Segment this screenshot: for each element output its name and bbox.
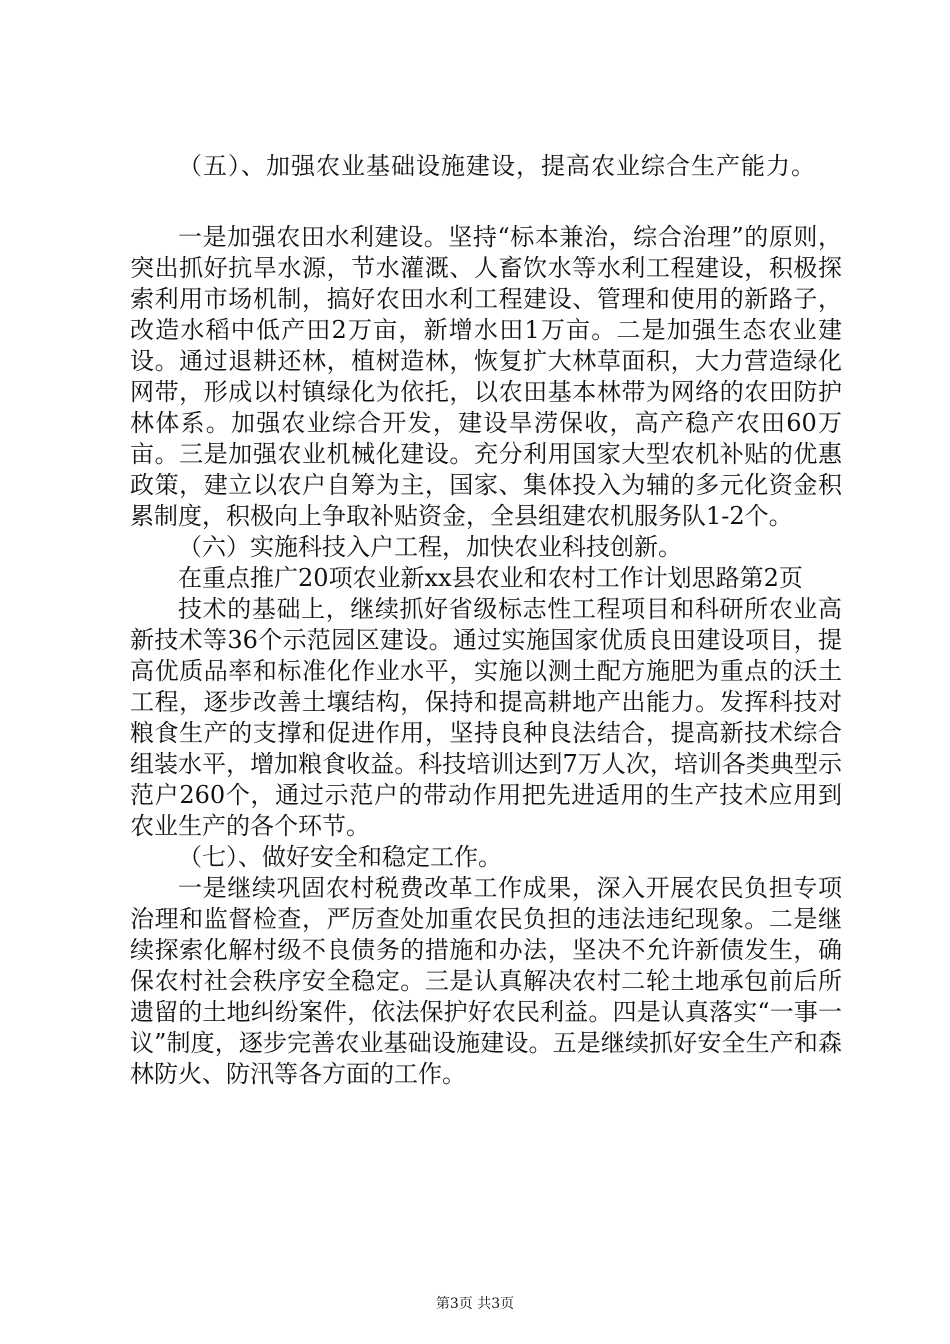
paragraph-tech-intro: 在重点推广20项农业新xx县农业和农村工作计划思路第2页 [178,564,803,592]
section-heading-6: （六）实施科技入户工程，加快农业科技创新。 [178,533,682,561]
paragraph-safety: 一是继续巩固农村税费改革工作成果，深入开展农民负担专项治理和监督检查，严厉查处加重农民负担的违法违纪现象。二是继续探索化解村级不良债务的措施和办法，坚决不允许新债发生，确保农村社会秩序安全稳定。三是认真解决农村二轮土地承包前后所遗留的土地纠纷案件，依法保护好农民利益。四是认真落实“一事一议”制度，逐步完善农业基础设施建设。五是继续抓好安全生产和森林防火、防汛等各方面的工作。 [130,874,842,1088]
section-heading-7: （七）、做好安全和稳定工作。 [178,843,502,871]
document-body [130,150,842,1090]
paragraph-infrastructure: 一是加强农田水利建设。坚持“标本兼治，综合治理”的原则，突出抓好抗旱水源，节水灌溉、人畜饮水等水利工程建设，积极探索利用市场机制，搞好农田水利工程建设、管理和使用的新路子，改造水稻中低产田2万亩，新增水田1万亩。二是加强生态农业建设。通过退耕还林，植树造林，恢复扩大林草面积，大力营造绿化网带，形成以村镇绿化为依托，以农田基本林带为网络的农田防护林体系。加强农业综合开发，建设旱涝保收，高产稳产农田60万亩。三是加强农业机械化建设。充分利用国家大型农机补贴的优惠政策，建立以农户自筹为主，国家、集体投入为辅的多元化资金积累制度，积极向上争取补贴资金，全县组建农机服务队1-2个。 [130,223,842,530]
page-footer: 第3页 共3页 [435,1296,515,1312]
section-heading-5: （五）、加强农业基础设施建设，提高农业综合生产能力。 [178,152,816,180]
paragraph-tech: 技术的基础上，继续抓好省级标志性工程项目和科研所农业高新技术等36个示范园区建设。通过实施国家优质良田建设项目，提高优质品率和标准化作业水平，实施以测土配方施肥为重点的沃土工程，逐步改善土壤结构，保持和提高耕地产出能力。发挥科技对粮食生产的支撑和促进作用，坚持良种良法结合，提高新技术综合组装水平，增加粮食收益。科技培训达到7万人次，培训各类典型示范户260个，通过示范户的带动作用把先进适用的生产技术应用到农业生产的各个环节。 [130,595,842,840]
